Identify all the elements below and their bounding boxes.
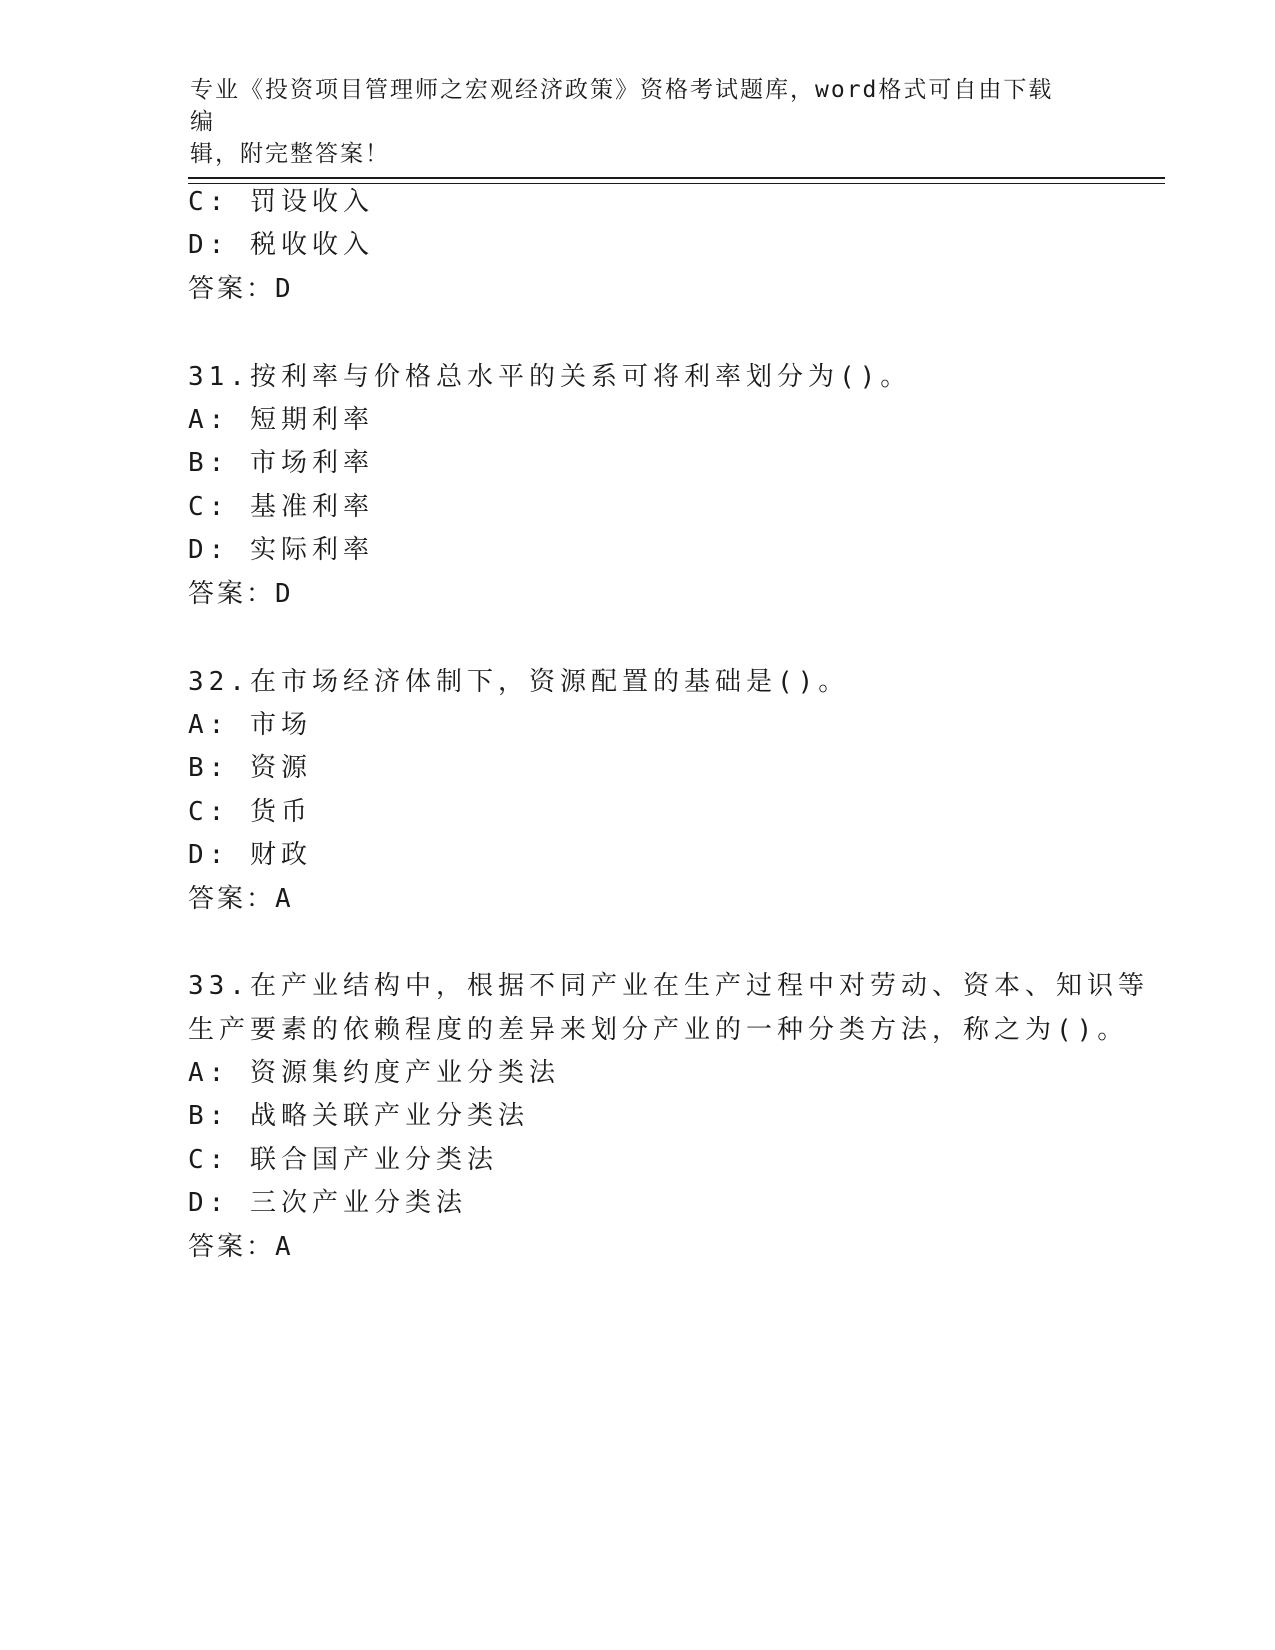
q32-answer: 答案：A [188, 884, 294, 914]
q31-option-d: D: 实际利率 [188, 535, 374, 565]
q31-stem: 31.按利率与价格总水平的关系可将利率划分为()。 [188, 362, 912, 392]
header-title-line-2: 辑，附完整答案！ [190, 141, 390, 167]
q32-option-a: A: 市场 [188, 710, 312, 740]
q32-stem: 32.在市场经济体制下，资源配置的基础是()。 [188, 667, 850, 697]
q30-answer: 答案：D [188, 274, 294, 304]
q33-answer: 答案：A [188, 1232, 294, 1262]
header-divider-thin [188, 183, 1165, 184]
document-header [190, 74, 1070, 170]
header-title-line-1: 专业《投资项目管理师之宏观经济政策》资格考试题库，word格式可自由下载编 [190, 77, 1054, 135]
q33-stem-line-2: 生产要素的依赖程度的差异来划分产业的一种分类方法，称之为()。 [188, 1015, 1129, 1045]
header-divider-thick [188, 177, 1165, 179]
q30-option-c: C: 罚设收入 [188, 187, 374, 217]
q32-option-b: B: 资源 [188, 753, 312, 783]
q33-option-c: C: 联合国产业分类法 [188, 1145, 498, 1175]
q33-stem-line-1: 33.在产业结构中，根据不同产业在生产过程中对劳动、资本、知识等 [188, 971, 1149, 1001]
q31-option-a: A: 短期利率 [188, 405, 374, 435]
q32-option-d: D: 财政 [188, 840, 312, 870]
q33-option-a: A: 资源集约度产业分类法 [188, 1058, 560, 1088]
q32-option-c: C: 货币 [188, 797, 312, 827]
q31-option-c: C: 基准利率 [188, 492, 374, 522]
q31-option-b: B: 市场利率 [188, 448, 374, 478]
q30-option-d: D: 税收收入 [188, 230, 374, 260]
q33-option-b: B: 战略关联产业分类法 [188, 1101, 529, 1131]
q31-answer: 答案：D [188, 579, 294, 609]
q33-option-d: D: 三次产业分类法 [188, 1188, 467, 1218]
